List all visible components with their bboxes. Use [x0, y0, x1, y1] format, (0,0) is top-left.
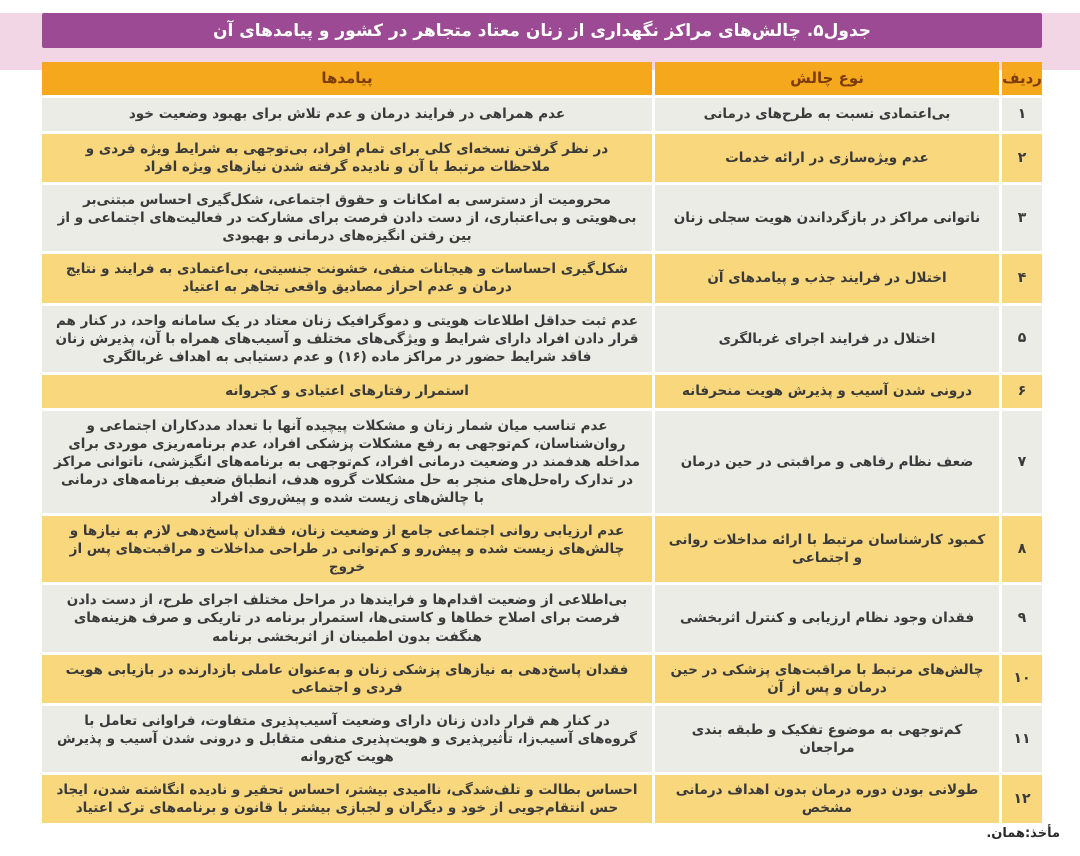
document-page — [0, 13, 1080, 856]
table-row — [42, 375, 1042, 408]
table-row — [42, 134, 1042, 182]
row-number-cell: ۳ — [1002, 185, 1042, 251]
challenge-cell: کم‌توجهی به موضوع تفکیک و طبقه بندی مراجعان — [655, 706, 999, 772]
outcomes-cell: شکل‌گیری احساسات و هیجانات منفی، خشونت جنسیتی، بی‌اعتمادی به فرایند و نتایج درمان و عدم احراز مصادیق واقعی تجاهر به اعتیاد — [42, 254, 652, 302]
challenge-cell: طولانی بودن دوره درمان بدون اهداف درمانی مشخص — [655, 775, 999, 823]
page-title: جدول۵. چالش‌های مراکز نگهداری از زنان معتاد متجاهر در کشور و پیامدهای آن — [212, 20, 872, 41]
header-cell-row-number: ردیف — [1002, 62, 1042, 95]
header-cell-outcomes: پیامدها — [42, 62, 652, 95]
row-number-cell: ۵ — [1002, 306, 1042, 372]
challenge-cell: ضعف نظام رفاهی و مراقبتی در حین درمان — [655, 411, 999, 513]
challenge-cell: کمبود کارشناسان مرتبط با ارائه مداخلات روانی و اجتماعی — [655, 516, 999, 582]
table-row — [42, 98, 1042, 131]
challenge-cell: چالش‌های مرتبط با مراقبت‌های پزشکی در حین درمان و پس از آن — [655, 655, 999, 703]
outcomes-cell: استمرار رفتارهای اعتیادی و کجروانه — [42, 375, 652, 408]
table-title-bar — [42, 13, 1042, 48]
table-row — [42, 306, 1042, 372]
table-row — [42, 585, 1042, 651]
challenges-table — [42, 62, 1042, 823]
row-number-cell: ۱۲ — [1002, 775, 1042, 823]
outcomes-cell: محرومیت از دسترسی به امکانات و حقوق اجتماعی، شکل‌گیری احساس مبتنی‌بر بی‌هویتی و بی‌اعتباری، از دست دادن فرصت برای مشارکت در فعالیت‌های اجتماعی و از بین رفتن انگیزه‌های درمانی و بهبودی — [42, 185, 652, 251]
challenge-cell: اختلال در فرایند اجرای غربالگری — [655, 306, 999, 372]
outcomes-cell: عدم ارزیابی روانی اجتماعی جامع از وضعیت زنان، فقدان پاسخ‌دهی لازم به نیازها و چالش‌های زیست شده و پیش‌رو و کم‌توانی در طراحی مداخلات و مراقبت‌های پس از خروج — [42, 516, 652, 582]
table-row — [42, 254, 1042, 302]
row-number-cell: ۲ — [1002, 134, 1042, 182]
outcomes-cell: عدم همراهی در فرایند درمان و عدم تلاش برای بهبود وضعیت خود — [42, 98, 652, 131]
row-number-cell: ۸ — [1002, 516, 1042, 582]
table-row — [42, 411, 1042, 513]
row-number-cell: ۶ — [1002, 375, 1042, 408]
table-header-row — [42, 62, 1042, 95]
row-number-cell: ۱ — [1002, 98, 1042, 131]
outcomes-cell: در کنار هم قرار دادن زنان دارای وضعیت آسیب‌پذیری متفاوت، فراوانی تعامل با گروه‌های آسیب‌زا، تأثیرپذیری و هویت‌پذیری منفی متقابل و درونی شدن آسیب و پذیرش هویت کج‌روانه — [42, 706, 652, 772]
table-body — [42, 98, 1042, 823]
outcomes-cell: بی‌اطلاعی از وضعیت اقدام‌ها و فرایندها در مراحل مختلف اجرای طرح، از دست دادن فرصت برای اصلاح خطاها و کاستی‌ها، استمرار برنامه در تاریکی و صرف هزینه‌های هنگفت بدون اطمینان از اثربخشی برنامه — [42, 585, 652, 651]
table-row — [42, 706, 1042, 772]
table-row — [42, 775, 1042, 823]
row-number-cell: ۷ — [1002, 411, 1042, 513]
row-number-cell: ۱۰ — [1002, 655, 1042, 703]
challenge-cell: اختلال در فرایند جذب و پیامدهای آن — [655, 254, 999, 302]
outcomes-cell: احساس بطالت و تلف‌شدگی، ناامیدی بیشتر، احساس تحقیر و نادیده انگاشته شدن، ایجاد حس انتقام‌جویی از خود و دیگران و لجبازی بیشتر با قانون و برنامه‌های ترک اعتیاد — [42, 775, 652, 823]
row-number-cell: ۴ — [1002, 254, 1042, 302]
challenge-cell: عدم ویژه‌سازی در ارائه خدمات — [655, 134, 999, 182]
table-row — [42, 185, 1042, 251]
challenge-cell: بی‌اعتمادی نسبت به طرح‌های درمانی — [655, 98, 999, 131]
outcomes-cell: فقدان پاسخ‌دهی به نیازهای پزشکی زنان و به‌عنوان عاملی بازدارنده در بازیابی هویت فردی و اجتماعی — [42, 655, 652, 703]
outcomes-cell: عدم ثبت حداقل اطلاعات هویتی و دموگرافیک زنان معتاد در یک سامانه واحد، در کنار هم قرار دادن افراد دارای شرایط و ویژگی‌های مختلف و آسیب‌های همراه با آن، پذیرش زنان فاقد شرایط حضور در مراکز ماده (۱۶) و عدم دستیابی به اهداف غربالگری — [42, 306, 652, 372]
challenge-cell: ناتوانی مراکز در بازگرداندن هویت سجلی زنان — [655, 185, 999, 251]
row-number-cell: ۱۱ — [1002, 706, 1042, 772]
challenge-cell: درونی شدن آسیب و پذیرش هویت منحرفانه — [655, 375, 999, 408]
table-row — [42, 516, 1042, 582]
outcomes-cell: عدم تناسب میان شمار زنان و مشکلات پیچیده آنها با تعداد مددکاران اجتماعی و روان‌شناسان، کم‌توجهی به رفع مشکلات پزشکی افراد، عدم برنامه‌ریزی موردی برای مداخله هدفمند در وضعیت درمانی افراد، کم‌توجهی به برنامه‌های انگیزشی، ناتوانی مراکز در تدارک راه‌حل‌های منجر به حل مشکلات گروه هدف، انطباق ضعیف برنامه‌های درمانی با چالش‌های زیست شده و پیش‌روی افراد — [42, 411, 652, 513]
header-cell-challenge: نوع چالش — [655, 62, 999, 95]
row-number-cell: ۹ — [1002, 585, 1042, 651]
outcomes-cell: در نظر گرفتن نسخه‌ای کلی برای تمام افراد، بی‌توجهی به شرایط ویژه فردی و ملاحظات مرتبط با آن و نادیده گرفته شدن نیازهای ویژه افراد — [42, 134, 652, 182]
challenge-cell: فقدان وجود نظام ارزیابی و کنترل اثربخشی — [655, 585, 999, 651]
source-note: مأخذ:همان. — [986, 826, 1060, 842]
table-row — [42, 655, 1042, 703]
